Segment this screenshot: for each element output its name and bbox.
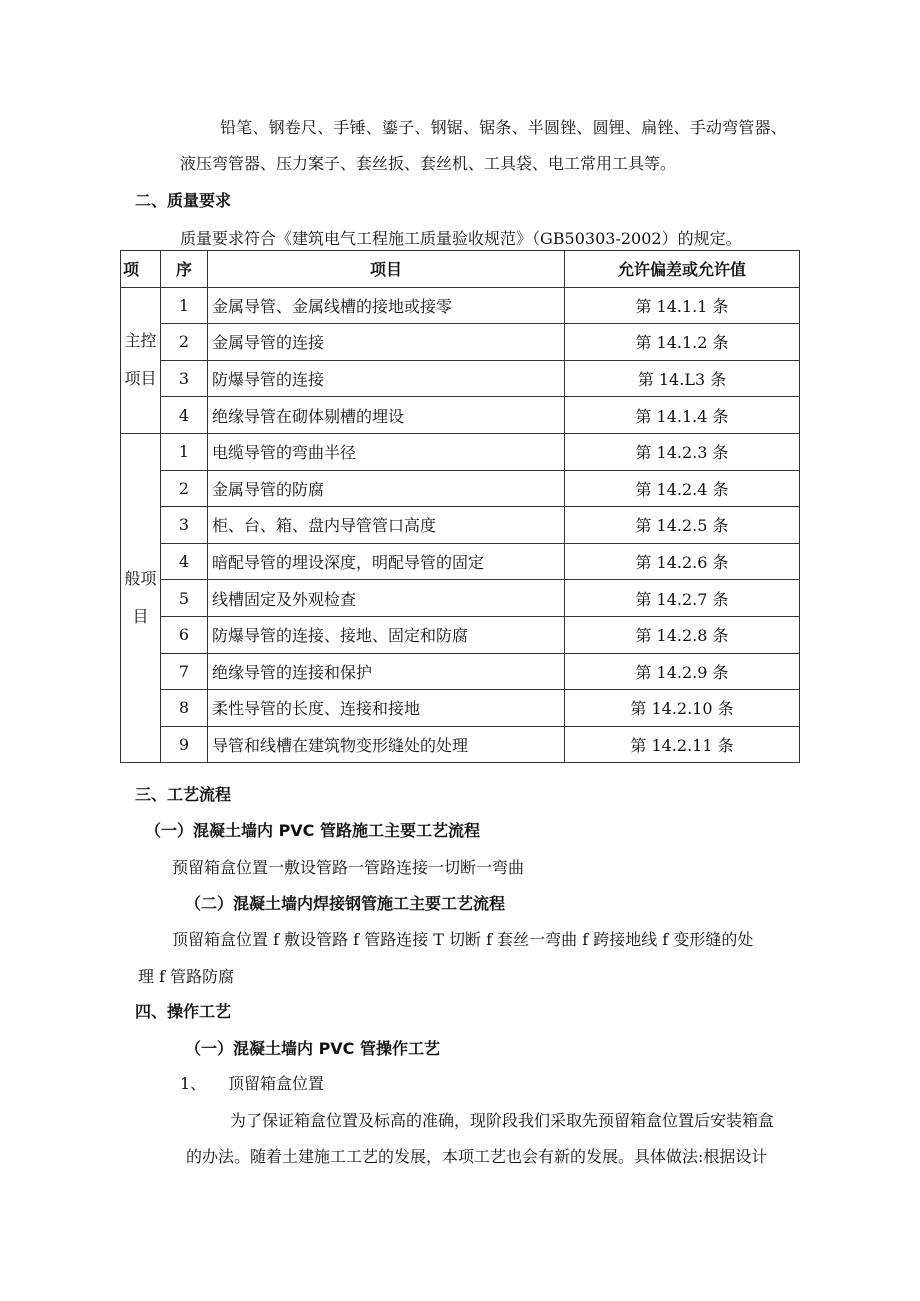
row-seq: 3: [161, 507, 208, 544]
category-label: 般项: [124, 569, 157, 589]
tools-line-2: 液压弯管器、压力案子、套丝扳、套丝机、工具袋、电工常用工具等。: [180, 154, 677, 173]
row-value: 第 14.L3 条: [565, 360, 800, 397]
row-item: 线槽固定及外观检查: [208, 580, 565, 617]
header-seq: 序: [161, 251, 208, 288]
table-row: [121, 580, 800, 617]
section-heading-process: 三、工艺流程: [135, 785, 232, 804]
quality-table: [120, 250, 800, 763]
category-label: 目: [132, 607, 149, 627]
row-value: 第 14.1.2 条: [565, 324, 800, 361]
row-seq: 2: [161, 324, 208, 361]
category-label: 项目: [124, 369, 157, 389]
table-row: [121, 287, 800, 324]
subheading-pvc-process: （一）混凝土墙内 PVC 管路施工主要工艺流程: [145, 821, 480, 840]
section-heading-quality: 二、质量要求: [135, 191, 232, 210]
row-item: 金属导管、金属线槽的接地或接零: [208, 287, 565, 324]
operation-item-1: [180, 1073, 324, 1095]
row-value: 第 14.2.4 条: [565, 470, 800, 507]
row-value: 第 14.2.9 条: [565, 653, 800, 690]
row-item: 防爆导管的连接、接地、固定和防腐: [208, 616, 565, 653]
table-row: [121, 397, 800, 434]
row-value: 第 14.2.10 条: [565, 690, 800, 727]
row-item: 金属导管的防腐: [208, 470, 565, 507]
header-allowance: 允许偏差或允许值: [565, 251, 800, 288]
subheading-pvc-operation: （一）混凝土墙内 PVC 管操作工艺: [185, 1039, 440, 1058]
operation-paragraph-line-2: 的办法。随着土建施工工艺的发展，本项工艺也会有新的发展。具体做法:根据设计: [186, 1147, 768, 1166]
row-item: 绝缘导管在砌体剔槽的埋设: [208, 397, 565, 434]
table-header-row: [121, 251, 800, 288]
row-seq: 8: [161, 690, 208, 727]
row-item: 金属导管的连接: [208, 324, 565, 361]
row-seq: 5: [161, 580, 208, 617]
row-value: 第 14.2.8 条: [565, 616, 800, 653]
row-value: 第 14.2.3 条: [565, 433, 800, 470]
row-item: 绝缘导管的连接和保护: [208, 653, 565, 690]
header-category: 项: [121, 251, 161, 288]
row-item: 柜、台、箱、盘内导管管口高度: [208, 507, 565, 544]
table-row: [121, 616, 800, 653]
table-row: [121, 360, 800, 397]
row-value: 第 14.1.1 条: [565, 287, 800, 324]
row-seq: 3: [161, 360, 208, 397]
pvc-process-flow: 预留箱盒位置一敷设管路一管路连接一切断一弯曲: [172, 858, 525, 877]
row-seq: 4: [161, 543, 208, 580]
table-row: [121, 433, 800, 470]
table-row: [121, 507, 800, 544]
operation-paragraph-line-1: 为了保证箱盒位置及标高的准确，现阶段我们采取先预留箱盒位置后安装箱盒: [230, 1111, 775, 1130]
steel-process-flow-line-1: 顶留箱盒位置 f 敷设管路 f 管路连接 T 切断 f 套丝一弯曲 f 跨接地线 f 变形缝的处: [172, 930, 754, 949]
row-seq: 7: [161, 653, 208, 690]
subheading-steel-process: （二）混凝土墙内焊接钢管施工主要工艺流程: [185, 894, 506, 913]
category-label: 主控: [124, 331, 157, 351]
row-item: 导管和线槽在建筑物变形缝处的处理: [208, 726, 565, 763]
quality-description: 质量要求符合《建筑电气工程施工质量验收规范》（GB50303-2002）的规定。: [180, 229, 742, 248]
header-item: 项目: [208, 251, 565, 288]
row-item: 防爆导管的连接: [208, 360, 565, 397]
row-value: 第 14.2.11 条: [565, 726, 800, 763]
row-seq: 2: [161, 470, 208, 507]
tools-line-1: 铅笔、钢卷尺、手锤、鎏子、钢锯、锯条、半圆锉、圆锂、扁锉、手动弯管器、: [220, 118, 788, 137]
item-title: 顶留箱盒位置: [228, 1074, 325, 1093]
row-item: 暗配导管的埋设深度，明配导管的固定: [208, 543, 565, 580]
row-seq: 1: [161, 433, 208, 470]
row-value: 第 14.2.5 条: [565, 507, 800, 544]
table-row: [121, 690, 800, 727]
row-seq: 4: [161, 397, 208, 434]
row-seq: 1: [161, 287, 208, 324]
row-seq: 6: [161, 616, 208, 653]
category-general: [121, 433, 161, 762]
table-row: [121, 653, 800, 690]
section-heading-operation: 四、操作工艺: [135, 1002, 232, 1021]
table-row: [121, 543, 800, 580]
steel-process-flow-line-2: 理 f 管路防腐: [138, 967, 235, 986]
row-seq: 9: [161, 726, 208, 763]
row-item: 电缆导管的弯曲半径: [208, 433, 565, 470]
table-row: [121, 470, 800, 507]
item-number: 1、: [180, 1074, 207, 1093]
row-item: 柔性导管的长度、连接和接地: [208, 690, 565, 727]
table-row: [121, 324, 800, 361]
row-value: 第 14.2.7 条: [565, 580, 800, 617]
category-main-control: [121, 287, 161, 433]
table-row: [121, 726, 800, 763]
row-value: 第 14.2.6 条: [565, 543, 800, 580]
row-value: 第 14.1.4 条: [565, 397, 800, 434]
